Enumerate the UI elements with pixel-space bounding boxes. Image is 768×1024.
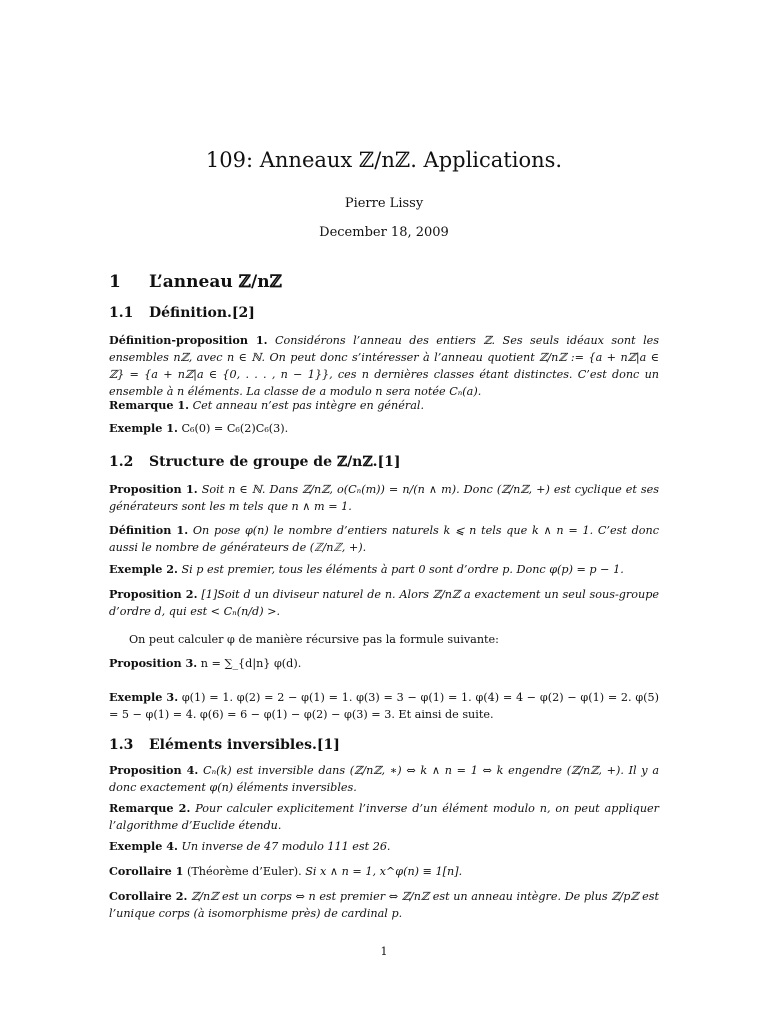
example [109, 420, 659, 437]
document-title: 109: Anneaux ℤ/nℤ. Applications. [205, 148, 563, 172]
definition [109, 522, 659, 556]
statement-label: Exemple 2. [109, 562, 178, 576]
statement-label: Exemple 1. [109, 421, 178, 435]
statement-label: Corollaire 2. [109, 889, 188, 903]
example [109, 838, 659, 855]
example [109, 561, 659, 578]
statement-label: Exemple 3. [109, 690, 179, 704]
statement-text: n = ∑_{d|n} φ(d). [200, 657, 302, 670]
remark [109, 397, 659, 414]
proposition [109, 655, 659, 672]
definition-proposition [109, 332, 659, 400]
subsection-number: 1.1 [109, 305, 134, 321]
statement-label: Définition 1. [109, 523, 189, 537]
statement-text: Considérons l’anneau des entiers ℤ. Ses seuls idéaux sont les ensembles nℤ, avec n ∈ ℕ. On peut donc s’intéresser à l’anneau quotient ℤ/nℤ := {a + nℤ|a ∈ ℤ} = {a + nℤ|a ∈ {0, . . . , n − 1}}, ces n dernières classes étant distinctes. C’est donc un ensemble à n éléments. La classe de a modulo n sera notée Cₙ(a). [109, 334, 660, 398]
body-text: On peut calculer φ de manière récursive pas la formule suivante: [129, 633, 499, 646]
statement-text: φ(1) = 1. φ(2) = 2 − φ(1) = 1. φ(3) = 3 − φ(1) = 1. φ(4) = 4 − φ(2) − φ(1) = 2. φ(5) = 5 − φ(1) = 4. φ(6) = 6 − φ(1) − φ(2) − φ(3) = 3. Et ainsi de suite. [109, 691, 660, 721]
subsection-heading [109, 305, 255, 321]
statement-label: Proposition 4. [109, 763, 199, 777]
statement-text: ℤ/nℤ est un corps ⇔ n est premier ⇔ ℤ/nℤ est un anneau intègre. De plus ℤ/pℤ est l’unique corps (à isomorphisme près) de cardinal p. [109, 890, 660, 920]
statement-text: Si x ∧ n = 1, x^φ(n) ≡ 1[n]. [305, 865, 463, 878]
corollary [109, 863, 659, 880]
proposition [109, 481, 659, 515]
subsection-number: 1.2 [109, 454, 134, 470]
statement-label: Remarque 1. [109, 398, 190, 412]
section-title: L’anneau ℤ/nℤ [149, 272, 283, 292]
statement-text: Soit n ∈ ℕ. Dans ℤ/nℤ, o(Cₙ(m)) = n/(n ∧ m). Donc (ℤ/nℤ, +) est cyclique et ses générateurs sont les m tels que n ∧ m = 1. [109, 483, 659, 513]
statement-text: Si p est premier, tous les éléments à part 0 sont d’ordre p. Donc φ(p) = p − 1. [181, 563, 624, 576]
statement-label: Proposition 2. [109, 587, 198, 601]
statement-label: Proposition 3. [109, 656, 198, 670]
subsection-heading [109, 737, 340, 753]
subsection-number: 1.3 [109, 737, 134, 753]
corollary [109, 888, 659, 922]
section-heading [109, 272, 282, 292]
statement-text: On pose φ(n) le nombre d’entiers naturels k ⩽ n tels que k ∧ n = 1. C’est donc aussi le nombre de générateurs de (ℤ/nℤ, +). [109, 524, 659, 554]
date: December 18, 2009 [319, 225, 449, 240]
statement-attribution: (Théorème d’Euler). [186, 865, 302, 878]
remark [109, 800, 659, 834]
page-number: 1 [380, 945, 388, 958]
statement-label: Exemple 4. [109, 839, 178, 853]
example [109, 689, 659, 723]
subsection-title: Eléments inversibles.[1] [149, 737, 340, 753]
statement-text: Pour calculer explicitement l’inverse d’un élément modulo n, on peut appliquer l’algorithme d’Euclide étendu. [109, 802, 660, 832]
statement-label: Proposition 1. [109, 482, 198, 496]
author: Pierre Lissy [344, 196, 424, 211]
section-number: 1 [109, 272, 121, 292]
statement-text: C₆(0) = C₆(2)C₆(3). [181, 422, 289, 435]
statement-label: Corollaire 1 [109, 864, 184, 878]
subsection-title: Définition.[2] [149, 305, 255, 321]
proposition [109, 586, 659, 620]
subsection-title: Structure de groupe de ℤ/nℤ.[1] [149, 454, 401, 470]
statement-text: Cet anneau n’est pas intègre en général. [192, 399, 425, 412]
statement-label: Remarque 2. [109, 801, 191, 815]
proposition [109, 762, 659, 796]
subsection-heading [109, 454, 400, 470]
statement-label: Définition-proposition 1. [109, 333, 268, 347]
statement-text: Un inverse de 47 modulo 111 est 26. [181, 840, 391, 853]
statement-text: [1]Soit d un diviseur naturel de n. Alors ℤ/nℤ a exactement un seul sous-groupe d’ordre d, qui est < Cₙ(n/d) >. [109, 588, 659, 618]
statement-text: Cₙ(k) est inversible dans (ℤ/nℤ, ∗) ⇔ k ∧ n = 1 ⇔ k engendre (ℤ/nℤ, +). Il y a donc exactement φ(n) éléments inversibles. [109, 764, 659, 794]
